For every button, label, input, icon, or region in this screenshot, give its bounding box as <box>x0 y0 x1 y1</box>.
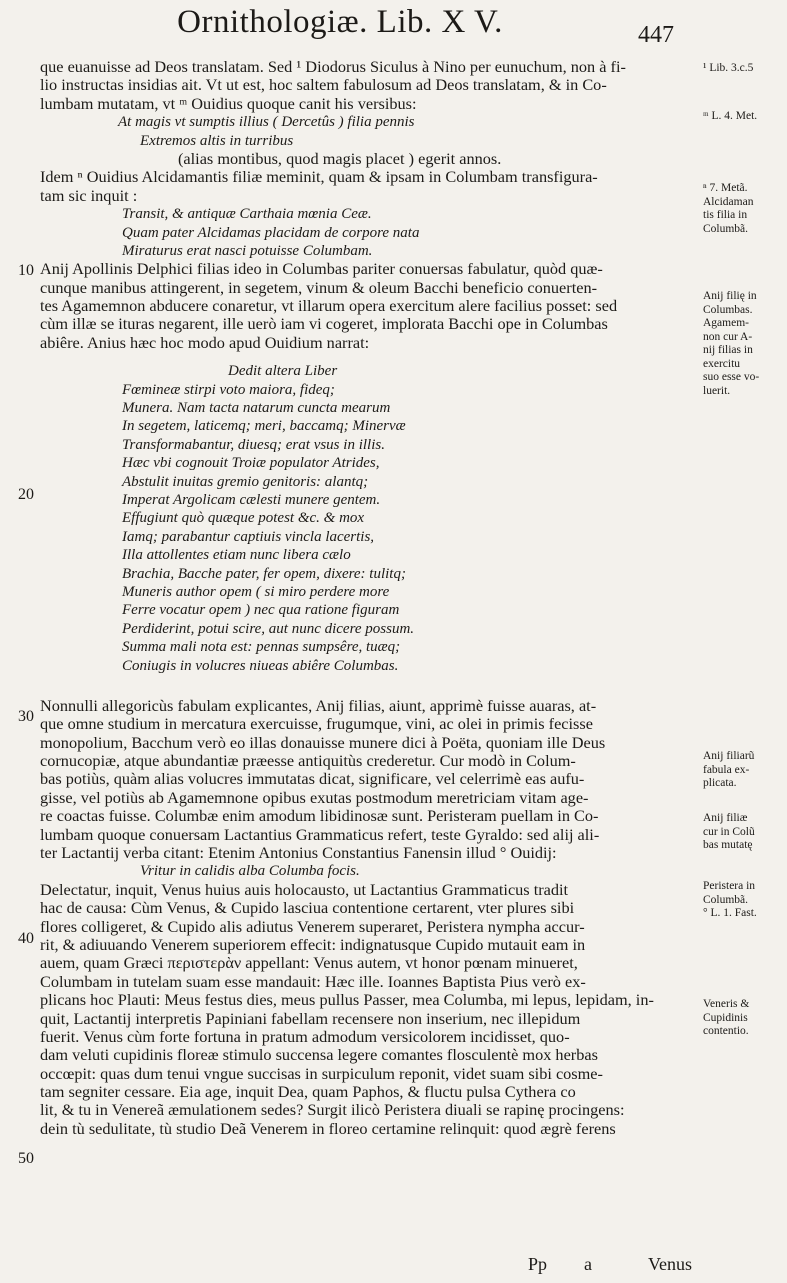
verse-line: Hæc vbi cognouit Troiæ populator Atrides, <box>122 455 380 472</box>
text-line: quit, Lactantij interpretis Papiniani fabellam recensere non inserium, nec illepidum <box>40 1009 581 1028</box>
verse-line: At magis vt sumptis illius ( Dercetûs ) filia pennis <box>118 114 415 131</box>
verse-line: Effugiunt quò quæque potest &c. & mox <box>122 510 365 527</box>
text-line: lumbam quoque conuersam Lactantius Grammaticus refert, teste Gyraldo: sed alij ali- <box>40 825 600 844</box>
verse-line: Transit, & antiquæ Carthaia mœnia Ceæ. <box>122 206 372 223</box>
text-line: que omne studium in mercatura exercuisse, frugumque, vini, ac olei in primis fecisse <box>40 715 593 734</box>
main-text-column <box>40 58 700 1138</box>
verse-line: Dedit altera Liber <box>228 363 338 380</box>
verse-line: Coniugis in volucres niueas abiêre Columbas. <box>122 657 399 674</box>
verse-line: Imperat Argolicam cælesti munere gentem. <box>122 491 381 508</box>
text-line: cùm illæ se ituras negarent, ille uerò iam vi cogeret, implorata Bacchi ope in Columbas <box>40 315 608 334</box>
text-line: flores colligeret, & Cupido alis adiutus Venerem superaret, Peristera nympha accur- <box>40 917 585 936</box>
text-line: Columbam in tutelam suam esse mandauit: Hæc ille. Ioannes Baptista Pius verò ex- <box>40 972 586 991</box>
signature-sub-mark: a <box>584 1254 592 1274</box>
verse-line: Munera. Nam tacta natarum cuncta mearum <box>122 400 391 417</box>
verse-line: Transformabantur, diuesq; erat vsus in illis. <box>122 436 385 453</box>
marginal-note: Peristera in Columbã. ° L. 1. Fast. <box>703 880 757 919</box>
text-line: gisse, vel potiùs ab Agamemnone opibus exutas postmodum meretriciam vitam age- <box>40 788 589 807</box>
text-line: lio instructas insidias ait. Vt ut est, hoc saltem fabulosum ad Deos translatam, & in Co- <box>40 76 607 95</box>
verse-line: Illa attollentes etiam nunc libera cælo <box>122 547 351 564</box>
text-line: Idem ⁿ Ouidius Alcidamantis filiæ meminit, quam & ipsam in Columbam transfigura- <box>40 168 598 187</box>
text-line: Delectatur, inquit, Venus huius auis holocausto, ut Lactantius Grammaticus tradit <box>40 880 569 899</box>
text-line: plicans hoc Plauti: Meus festus dies, meus pullus Passer, mea Columba, mi lepus, lepidam, in- <box>40 991 654 1010</box>
verse-line: Ferre vocatur opem ) nec qua ratione figuram <box>122 602 400 619</box>
line-number: 10 <box>18 262 34 279</box>
text-line: que euanuisse ad Deos translatam. Sed ¹ Diodorus Siculus à Nino per eunuchum, non à fi- <box>40 58 626 76</box>
text-line: tam segniter cessare. Eia age, inquit Dea, quam Paphos, & fluctu pulsa Cythera co <box>40 1083 576 1102</box>
text-line: tes Agamemnon abducere conaretur, vt illarum opera exercitum alere facilius posset: sed <box>40 297 618 316</box>
text-line: occœpit: quas dum tenui vngue succisas in surpiculum reponit, videt suam sibi cosme- <box>40 1064 603 1083</box>
line-number: 20 <box>18 486 34 503</box>
text-line: Anij Apollinis Delphici filias ideo in Columbas pariter conuersas fabulatur, quòd quæ- <box>40 260 603 279</box>
text-line: tam sic inquit : <box>40 186 138 205</box>
text-line: Nonnulli allegoricùs fabulam explicantes, Anij filias, aiunt, apprimè fuisse auaras, at- <box>40 696 597 715</box>
verse-line: Muneris author opem ( si miro perdere more <box>122 583 390 600</box>
text-line: bas potiùs, quàm alias volucres immutatas dicat, significare, vel celerrimè eas aufu- <box>40 770 585 789</box>
text-line: ter Lactantij verba citant: Etenim Antonius Constantius Fanensin illud ° Ouidij: <box>40 844 557 863</box>
verse-line: (alias montibus, quod magis placet ) egerit annos. <box>178 149 502 168</box>
text-line: re coactas fuisse. Columbæ enim amodum libidinosæ sunt. Peristeram puellam in Co- <box>40 807 599 826</box>
verse-line: Iamq; parabantur captiuis vincla lacertis, <box>122 528 375 545</box>
line-number: 50 <box>18 1150 34 1167</box>
text-line: lit, & tu in Venereã æmulationem sedes? Surgit ilicò Peristera diuali se rapinę procingens: <box>40 1101 625 1120</box>
verse-line: Miraturus erat nasci potuisse Columbam. <box>122 242 373 259</box>
text-line: cornucopiæ, atque abundantiæ præesse antiquitùs crederetur. Cur modò in Colum- <box>40 752 576 771</box>
verse-line: Fœmineæ stirpi voto maiora, fideq; <box>122 381 335 398</box>
text-line: hac de causa: Cùm Venus, & Cupido lasciua contentione certarent, vter plures sibi <box>40 899 575 918</box>
verse-line: Extremos altis in turribus <box>140 132 294 149</box>
verse-line: Perdiderint, potui scire, aut nunc dicere possum. <box>122 620 415 637</box>
catchword: Venus <box>648 1254 692 1274</box>
marginal-note: ⁿ 7. Metã. Alcidaman tis filia in Columbã. <box>703 182 754 235</box>
marginal-note: ¹ Lib. 3.c.5 <box>703 62 754 74</box>
text-line: rit, & adiuuando Venerem superiorem effecit: indignatusque Cupido mutauit eam in <box>40 935 586 954</box>
verse-line: Summa mali nota est: pennas sumpsêre, tuæq; <box>122 639 401 656</box>
verse-line: Quam pater Alcidamas placidam de corpore nata <box>122 224 420 241</box>
marginal-note: Anij filiæ cur in Colũ bas mutatę <box>703 812 755 851</box>
text-line: dein tù sedulitate, tù studio Deã Venerem in floreo certamine relinquit: quod ægrè ferens <box>40 1119 616 1138</box>
verse-line: Vritur in calidis alba Columba focis. <box>140 863 360 880</box>
text-line: fuerit. Venus cùm forte fortuna in pratum admodum versicolorem incidisset, quo- <box>40 1027 570 1046</box>
marginal-note: ᵐ L. 4. Met. <box>703 110 758 122</box>
page-number: 447 <box>638 22 674 48</box>
verse-line: In segetem, laticemq; meri, baccamq; Minervæ <box>122 418 406 435</box>
marginal-note: Veneris & Cupidinis contentio. <box>703 998 750 1037</box>
marginal-note: Anij filię in Columbas. Agamem- non cur A- nij filias in exercitu suo esse vo- luerit. <box>703 290 760 397</box>
verse-line: Brachia, Bacche pater, fer opem, dixere: tulitq; <box>122 565 406 582</box>
text-line: cunque manibus attingerent, in segetem, vinum & oleum Bacchi beneficio conuerten- <box>40 278 598 297</box>
text-line: abiêre. Anius hæc hoc modo apud Ouidium narrat: <box>40 333 370 352</box>
text-line: lumbam mutatam, vt ᵐ Ouidius quoque canit his versibus: <box>40 94 417 113</box>
text-line: monopolium, Bacchum verò eo illas donauisse munere dici à Poëta, quoniam ille Deus <box>40 733 606 752</box>
line-number: 40 <box>18 930 34 947</box>
text-line: auem, quam Græci περιστερὰν appellant: Venus autem, vt honor pœnam minueret, <box>40 954 578 973</box>
verse-line: Abstulit inuitas gremio genitoris: alantq; <box>122 473 369 490</box>
line-number: 30 <box>18 708 34 725</box>
signature-mark: Pp <box>528 1254 548 1274</box>
running-head-title: Ornithologiæ. Lib. X V. <box>177 4 503 40</box>
text-line: dam veluti cupidinis floreæ stimulo succensa legere comantes flosculentè mox herbas <box>40 1046 598 1065</box>
marginal-note: Anij filiarũ fabula ex- plicata. <box>703 750 755 789</box>
